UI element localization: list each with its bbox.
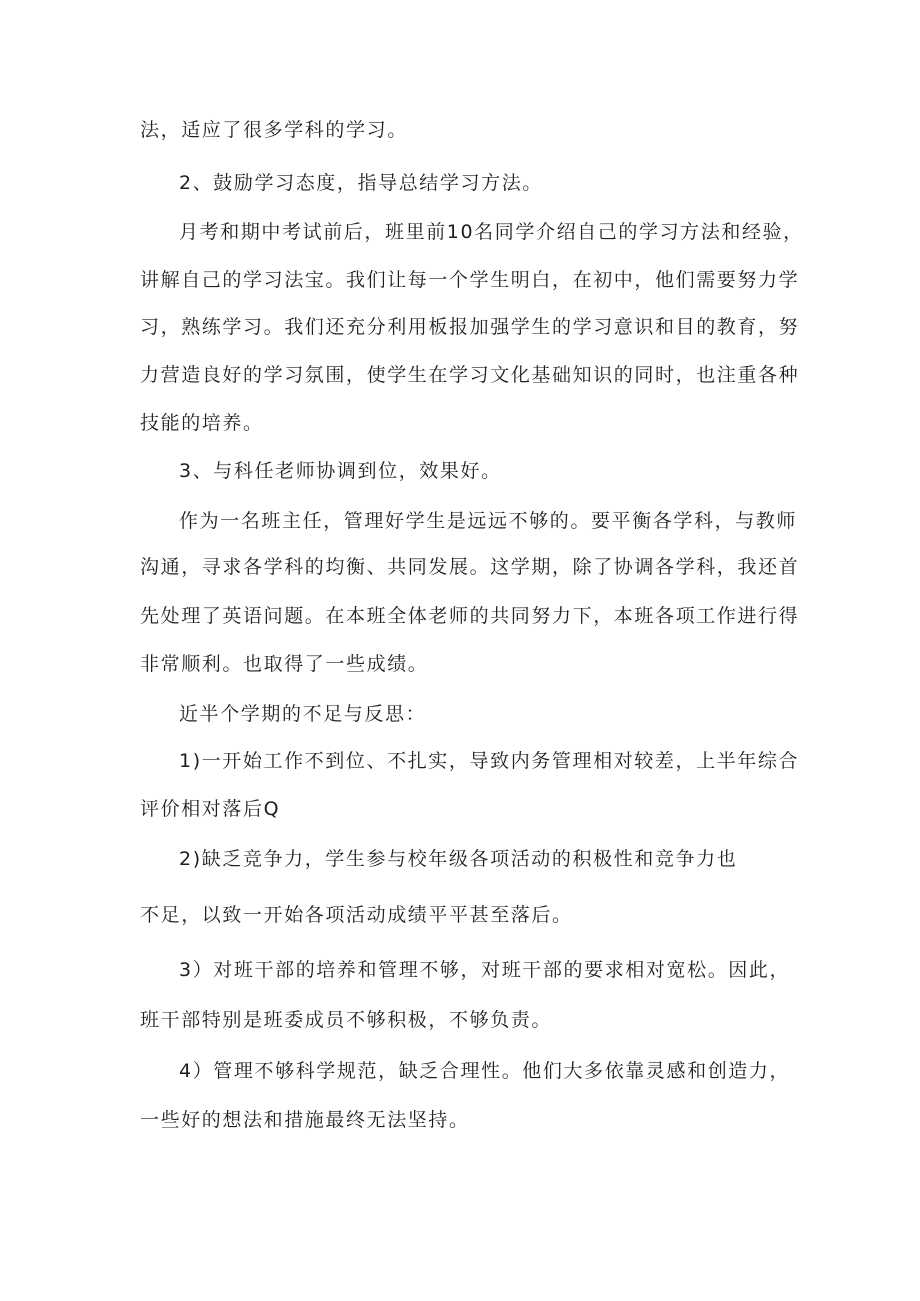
text-line: 评价相对落后Q [140,798,281,820]
text-line: 力营造良好的学习氛围，使学生在学习文化基础知识的同时，也注重各种 [140,364,800,386]
text-line: 先处理了英语问题。在本班全体老师的共同努力下，本班各项工作进行得 [140,605,800,627]
list-item: 2)缺乏竞争力，学生参与校年级各项活动的积极性和竞争力也 [179,848,738,870]
section-heading: 2、鼓励学习态度，指导总结学习方法。 [179,172,543,194]
text-line: 讲解自己的学习法宝。我们让每一个学生明白，在初中，他们需要努力学 [140,269,800,291]
section-heading: 近半个学期的不足与反思： [179,703,427,725]
list-item: 1)一开始工作不到位、不扎实，导致内务管理相对较差，上半年综合 [179,750,800,772]
list-item: 4）管理不够科学规范，缺乏合理性。他们大多依靠灵感和创造力， [179,1060,791,1082]
text-line: 不足，以致一开始各项活动成绩平平甚至落后。 [140,904,573,926]
list-item: 3）对班干部的培养和管理不够，对班干部的要求相对宽松。因此， [179,959,791,981]
text-line: 非常顺利。也取得了一些成绩。 [140,653,429,675]
text-line: 技能的培养。 [140,412,264,434]
text-line: 沟通，寻求各学科的均衡、共同发展。这学期，除了协调各学科，我还首 [140,556,800,578]
text-line: 一些好的想法和措施最终无法坚持。 [140,1109,470,1131]
text-line: 习，熟练学习。我们还充分利用板报加强学生的学习意识和目的教育，努 [140,316,800,338]
text-line: 法，适应了很多学科的学习。 [140,119,408,141]
text-line: 班干部特别是班委成员不够积极，不够负责。 [140,1009,553,1031]
text-line: 月考和期中考试前后，班里前10名同学介绍自己的学习方法和经验， [179,221,804,243]
section-heading: 3、与科任老师协调到位，效果好。 [179,460,502,482]
text-line: 作为一名班主任，管理好学生是远远不够的。要平衡各学科，与教师 [179,510,798,532]
